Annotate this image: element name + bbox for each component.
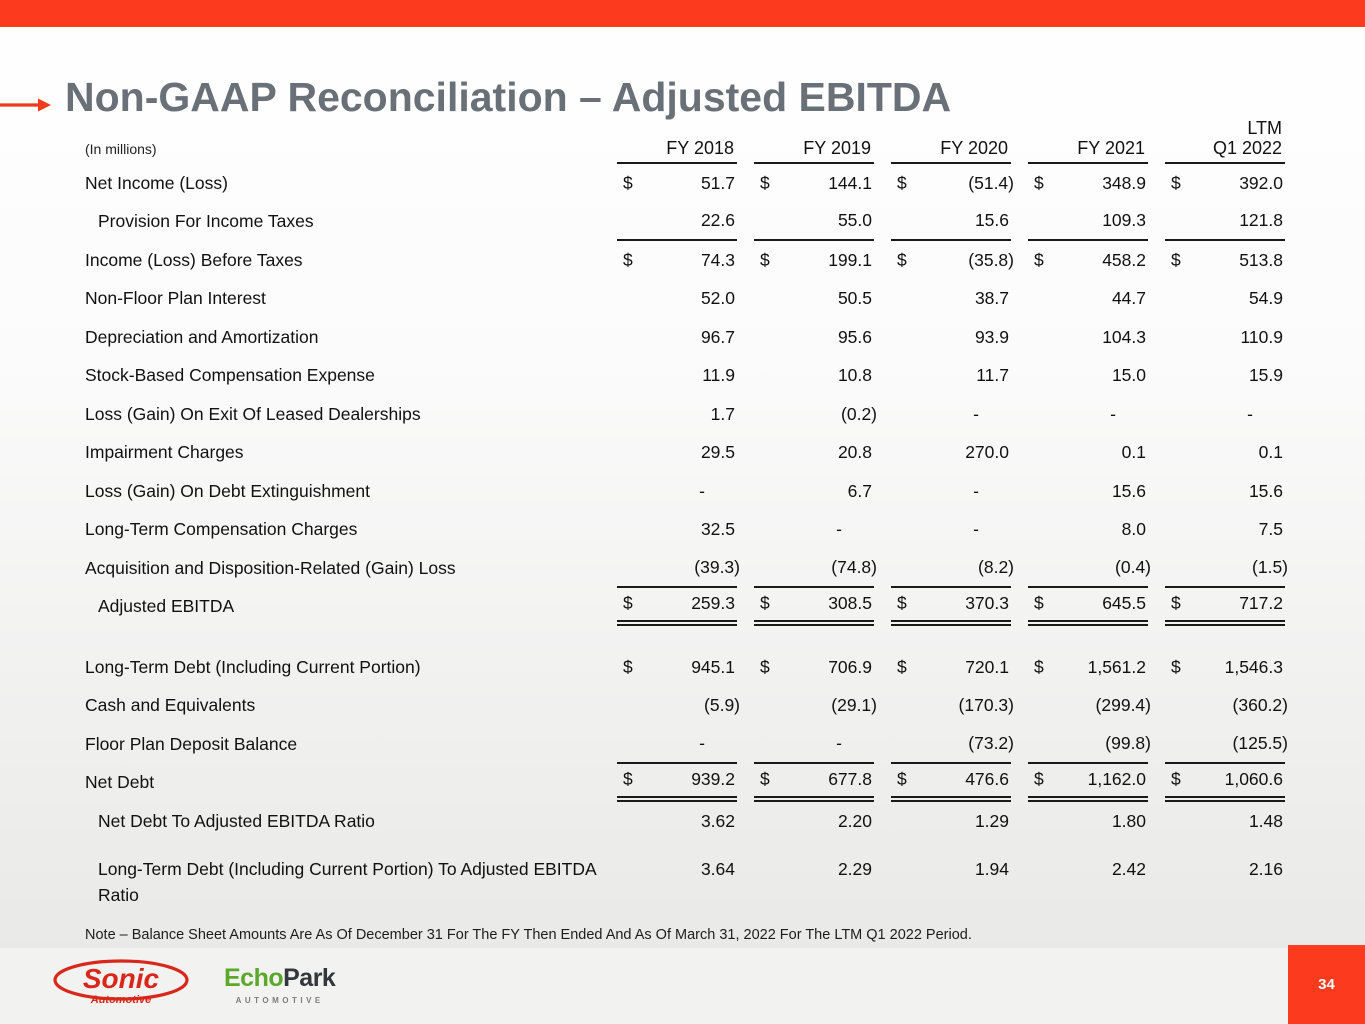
- value-cell: [617, 855, 737, 883]
- dollar-sign: $: [760, 249, 770, 270]
- value-cell: [1165, 164, 1285, 203]
- value-cell: [754, 802, 874, 841]
- dollar-sign: $: [760, 593, 770, 614]
- value-cell: [754, 855, 874, 883]
- cell-value: 1,561.2: [1087, 656, 1146, 677]
- table-row: [85, 318, 1285, 357]
- dollar-sign: $: [623, 769, 633, 790]
- column-header: FY 2019: [754, 138, 874, 164]
- cell-value: 15.0: [1111, 365, 1146, 386]
- dollar-sign: $: [897, 656, 907, 677]
- table-row: [85, 648, 1285, 687]
- cell-value: 308.5: [828, 593, 872, 614]
- value-cell: [1165, 855, 1285, 883]
- footer-bar: [0, 948, 1365, 1024]
- cell-value: 717.2: [1239, 593, 1283, 614]
- cell-value: 939.2: [691, 769, 735, 790]
- row-label: Adjusted EBITDA: [98, 596, 235, 617]
- value-cell: [754, 648, 874, 687]
- cell-value: 1.29: [974, 810, 1009, 831]
- cell-value: 110.9: [1240, 326, 1283, 347]
- cell-value: 7.5: [1258, 519, 1283, 540]
- value-cell: [617, 802, 737, 841]
- value-cell: [1028, 549, 1151, 588]
- value-cell: [617, 472, 737, 511]
- row-label: Net Income (Loss): [85, 172, 228, 193]
- row-label: Net Debt To Adjusted EBITDA Ratio: [98, 810, 375, 831]
- echopark-sub-label: AUTOMOTIVE: [235, 996, 324, 1005]
- value-cell: [891, 280, 1011, 319]
- value-cell: [891, 855, 1011, 883]
- value-cell: [1165, 203, 1285, 242]
- cell-value: (1.5): [1252, 556, 1288, 577]
- cell-value: 15.6: [1248, 480, 1283, 501]
- value-cell: [891, 395, 1011, 434]
- table-row: [85, 241, 1285, 280]
- row-label: Depreciation and Amortization: [85, 326, 319, 347]
- value-cell: [754, 241, 874, 280]
- cell-value: 121.8: [1239, 210, 1283, 231]
- value-cell: [1028, 203, 1148, 242]
- column-header: LTM Q1 2022: [1165, 118, 1285, 164]
- value-cell: [1165, 802, 1285, 841]
- table-row: [85, 280, 1285, 319]
- value-cell: [617, 241, 737, 280]
- dollar-sign: $: [1171, 249, 1181, 270]
- echopark-word-dark: Park: [283, 964, 336, 992]
- value-cell: [891, 203, 1011, 242]
- dollar-sign: $: [897, 249, 907, 270]
- value-cell: [617, 549, 740, 588]
- table-row: [85, 588, 1285, 627]
- cell-value: (73.2): [968, 732, 1014, 753]
- value-cell: [1165, 472, 1285, 511]
- units-label: (In millions): [85, 141, 157, 157]
- cell-value: -: [836, 732, 842, 753]
- cell-value: -: [836, 519, 842, 540]
- value-cell: [617, 588, 737, 627]
- value-cell: [617, 395, 737, 434]
- sonic-automotive-logo: [50, 954, 192, 1010]
- row-label: Provision For Income Taxes: [98, 211, 314, 232]
- value-cell: [754, 588, 874, 627]
- value-cell: [754, 764, 874, 803]
- dollar-sign: $: [623, 593, 633, 614]
- table-row: [85, 357, 1285, 396]
- value-cell: [891, 725, 1014, 764]
- value-cell: [1165, 687, 1288, 726]
- value-cell: [1165, 648, 1285, 687]
- top-accent-bar: [0, 0, 1365, 27]
- value-cell: [1165, 434, 1285, 473]
- cell-value: 1.48: [1248, 810, 1283, 831]
- row-label: Net Debt: [85, 772, 155, 793]
- row-label: Long-Term Debt (Including Current Portion): [85, 656, 421, 677]
- value-cell: [1028, 725, 1151, 764]
- row-label: Cash and Equivalents: [85, 695, 256, 716]
- row-label: Acquisition and Disposition-Related (Gain) Loss: [85, 557, 456, 578]
- value-cell: [1028, 318, 1148, 357]
- cell-value: (51.4): [968, 172, 1014, 193]
- cell-value: 645.5: [1102, 593, 1146, 614]
- cell-value: 44.7: [1111, 288, 1146, 309]
- value-cell: [1165, 549, 1288, 588]
- cell-value: 720.1: [965, 656, 1009, 677]
- value-cell: [617, 764, 737, 803]
- cell-value: 11.9: [702, 365, 735, 386]
- cell-value: 2.29: [837, 859, 872, 879]
- cell-value: (299.4): [1095, 695, 1151, 716]
- value-cell: [891, 318, 1011, 357]
- cell-value: 476.6: [965, 769, 1009, 790]
- cell-value: 32.5: [700, 519, 735, 540]
- cell-value: (39.3): [694, 556, 740, 577]
- cell-value: 52.0: [700, 288, 735, 309]
- row-label: Stock-Based Compensation Expense: [85, 365, 375, 386]
- value-cell: [1165, 318, 1285, 357]
- sonic-wordmark: Sonic: [82, 963, 160, 994]
- value-cell: [1165, 511, 1285, 550]
- cell-value: 15.6: [974, 210, 1009, 231]
- cell-value: (29.1): [831, 695, 877, 716]
- cell-value: (125.5): [1232, 732, 1288, 753]
- value-cell: [754, 687, 877, 726]
- cell-value: 0.1: [1258, 442, 1283, 463]
- cell-value: 706.9: [828, 656, 872, 677]
- column-header: FY 2021: [1028, 138, 1148, 164]
- dollar-sign: $: [897, 769, 907, 790]
- echopark-wordmark: [224, 964, 335, 993]
- cell-value: 74.3: [700, 249, 735, 270]
- cell-value: (360.2): [1232, 695, 1288, 716]
- cell-value: (5.9): [704, 695, 740, 716]
- dollar-sign: $: [897, 593, 907, 614]
- dollar-sign: $: [1034, 593, 1044, 614]
- value-cell: [617, 203, 737, 242]
- echopark-word-green: Echo: [224, 964, 284, 992]
- cell-value: (170.3): [958, 695, 1014, 716]
- value-cell: [617, 511, 737, 550]
- cell-value: 1,060.6: [1224, 769, 1283, 790]
- cell-value: 1,546.3: [1224, 656, 1283, 677]
- dollar-sign: $: [760, 769, 770, 790]
- value-cell: [1165, 280, 1285, 319]
- value-cell: [754, 318, 874, 357]
- value-cell: [1165, 357, 1285, 396]
- cell-value: -: [973, 519, 979, 540]
- value-cell: [617, 725, 737, 764]
- value-cell: [891, 648, 1011, 687]
- cell-value: (74.8): [831, 556, 877, 577]
- row-label: Impairment Charges: [85, 442, 244, 463]
- value-cell: [617, 357, 737, 396]
- value-cell: [1165, 588, 1285, 627]
- dollar-sign: $: [1171, 656, 1181, 677]
- value-cell: [891, 241, 1014, 280]
- value-cell: [754, 511, 874, 550]
- value-cell: [754, 549, 877, 588]
- cell-value: 93.9: [974, 326, 1009, 347]
- cell-value: 104.3: [1102, 326, 1146, 347]
- echopark-automotive-logo: [224, 964, 335, 1005]
- cell-value: 945.1: [691, 656, 735, 677]
- value-cell: [891, 511, 1011, 550]
- dollar-sign: $: [760, 172, 770, 193]
- cell-value: 11.7: [976, 365, 1009, 386]
- table-row: [85, 764, 1285, 803]
- cell-value: 109.3: [1102, 210, 1146, 231]
- cell-value: 54.9: [1248, 288, 1283, 309]
- cell-value: 1.80: [1111, 810, 1146, 831]
- row-label: Non-Floor Plan Interest: [85, 288, 266, 309]
- value-cell: [1028, 164, 1148, 203]
- cell-value: (0.4): [1115, 556, 1151, 577]
- table-row: [85, 725, 1288, 764]
- cell-value: 2.42: [1111, 859, 1146, 879]
- cell-value: 6.7: [847, 480, 872, 501]
- cell-value: 8.0: [1121, 519, 1146, 540]
- value-cell: [891, 764, 1011, 803]
- page-number-badge: 34: [1288, 945, 1365, 1024]
- value-cell: [891, 588, 1011, 627]
- column-header: FY 2018: [617, 138, 737, 164]
- value-cell: [617, 280, 737, 319]
- dollar-sign: $: [1034, 249, 1044, 270]
- cell-value: -: [973, 480, 979, 501]
- dollar-sign: $: [1034, 172, 1044, 193]
- value-cell: [1028, 395, 1148, 434]
- value-cell: [754, 472, 874, 511]
- dollar-sign: $: [760, 656, 770, 677]
- value-cell: [617, 434, 737, 473]
- value-cell: [1165, 725, 1288, 764]
- dollar-sign: $: [1171, 769, 1181, 790]
- cell-value: 15.6: [1111, 480, 1146, 501]
- dollar-sign: $: [897, 172, 907, 193]
- row-label: Loss (Gain) On Exit Of Leased Dealerships: [85, 403, 421, 424]
- cell-value: 458.2: [1102, 249, 1146, 270]
- cell-value: 29.5: [700, 442, 735, 463]
- cell-value: (0.2): [841, 403, 877, 424]
- footnote: Note – Balance Sheet Amounts Are As Of December 31 For The FY Then Ended And As Of March 31, 2022 For The LTM Q1 2022 Period.: [85, 927, 972, 943]
- cell-value: 38.7: [974, 288, 1009, 309]
- value-cell: [617, 164, 737, 203]
- cell-value: 15.9: [1248, 365, 1283, 386]
- row-label: Long-Term Debt (Including Current Portion) To Adjusted EBITDA Ratio: [98, 858, 596, 905]
- value-cell: [1028, 764, 1148, 803]
- cell-value: 1.94: [974, 859, 1009, 879]
- value-cell: [754, 164, 874, 203]
- cell-value: 348.9: [1102, 172, 1146, 193]
- cell-value: 144.1: [828, 172, 872, 193]
- cell-value: 370.3: [965, 593, 1009, 614]
- cell-value: 270.0: [965, 442, 1009, 463]
- financial-table: [85, 112, 1288, 909]
- value-cell: [1028, 648, 1148, 687]
- value-cell: [891, 549, 1014, 588]
- value-cell: [1028, 511, 1148, 550]
- value-cell: [617, 648, 737, 687]
- cell-value: 55.0: [837, 210, 872, 231]
- value-cell: [1028, 802, 1148, 841]
- cell-value: 3.64: [700, 859, 735, 879]
- value-cell: [754, 357, 874, 396]
- value-cell: [1028, 472, 1148, 511]
- table-row: [85, 549, 1288, 588]
- title-arrow-icon: [0, 96, 52, 114]
- table-row: [85, 203, 1285, 242]
- cell-value: 392.0: [1239, 172, 1283, 193]
- value-cell: [891, 802, 1011, 841]
- value-cell: [754, 203, 874, 242]
- value-cell: [1028, 241, 1148, 280]
- value-cell: [1028, 588, 1148, 627]
- cell-value: 677.8: [828, 769, 872, 790]
- table-row: [85, 472, 1285, 511]
- table-row: [85, 434, 1285, 473]
- cell-value: -: [1110, 403, 1116, 424]
- table-row: [85, 802, 1285, 841]
- sonic-sub-label: Automotive: [90, 994, 152, 1006]
- dollar-sign: $: [623, 172, 633, 193]
- page-title: Non-GAAP Reconciliation – Adjusted EBITDA: [65, 74, 952, 120]
- cell-value: 51.7: [700, 172, 735, 193]
- value-cell: [891, 472, 1011, 511]
- cell-value: 96.7: [700, 326, 735, 347]
- value-cell: [754, 434, 874, 473]
- cell-value: 2.16: [1248, 859, 1283, 879]
- dollar-sign: $: [1034, 769, 1044, 790]
- cell-value: 10.8: [837, 365, 872, 386]
- dollar-sign: $: [1171, 172, 1181, 193]
- cell-value: 2.20: [837, 810, 872, 831]
- cell-value: 20.8: [837, 442, 872, 463]
- value-cell: [1028, 855, 1148, 883]
- value-cell: [754, 280, 874, 319]
- dollar-sign: $: [623, 249, 633, 270]
- table-row: [85, 687, 1288, 726]
- row-label: Long-Term Compensation Charges: [85, 519, 358, 540]
- cell-value: -: [699, 732, 705, 753]
- row-label: Floor Plan Deposit Balance: [85, 733, 298, 754]
- dollar-sign: $: [1034, 656, 1044, 677]
- cell-value: 199.1: [828, 249, 872, 270]
- value-cell: [617, 318, 737, 357]
- cell-value: 0.1: [1121, 442, 1146, 463]
- cell-value: 259.3: [691, 593, 735, 614]
- value-cell: [891, 164, 1014, 203]
- cell-value: 1,162.0: [1087, 769, 1146, 790]
- value-cell: [1165, 395, 1285, 434]
- table-header-row: [85, 112, 1285, 164]
- cell-value: (35.8): [968, 249, 1014, 270]
- table-row: [85, 395, 1285, 434]
- value-cell: [754, 395, 877, 434]
- column-header: FY 2020: [891, 138, 1011, 164]
- value-cell: [1028, 687, 1151, 726]
- cell-value: 22.6: [700, 210, 735, 231]
- cell-value: 50.5: [837, 288, 872, 309]
- value-cell: [1165, 764, 1285, 803]
- cell-value: 3.62: [700, 810, 735, 831]
- cell-value: (99.8): [1105, 732, 1151, 753]
- dollar-sign: $: [623, 656, 633, 677]
- value-cell: [617, 687, 740, 726]
- table-row: [85, 855, 1285, 909]
- cell-value: 95.6: [837, 326, 872, 347]
- cell-value: -: [1247, 403, 1253, 424]
- cell-value: (8.2): [978, 556, 1014, 577]
- row-label: Income (Loss) Before Taxes: [85, 249, 303, 270]
- table-row: [85, 164, 1285, 203]
- value-cell: [891, 357, 1011, 396]
- value-cell: [1028, 357, 1148, 396]
- table-body: [85, 164, 1288, 909]
- cell-value: -: [973, 403, 979, 424]
- value-cell: [891, 687, 1014, 726]
- value-cell: [1028, 280, 1148, 319]
- table-row: [85, 511, 1285, 550]
- value-cell: [891, 434, 1011, 473]
- dollar-sign: $: [1171, 593, 1181, 614]
- value-cell: [754, 725, 874, 764]
- cell-value: -: [699, 480, 705, 501]
- value-cell: [1165, 241, 1285, 280]
- value-cell: [1028, 434, 1148, 473]
- cell-value: 513.8: [1239, 249, 1283, 270]
- cell-value: 1.7: [710, 403, 735, 424]
- row-label: Loss (Gain) On Debt Extinguishment: [85, 480, 370, 501]
